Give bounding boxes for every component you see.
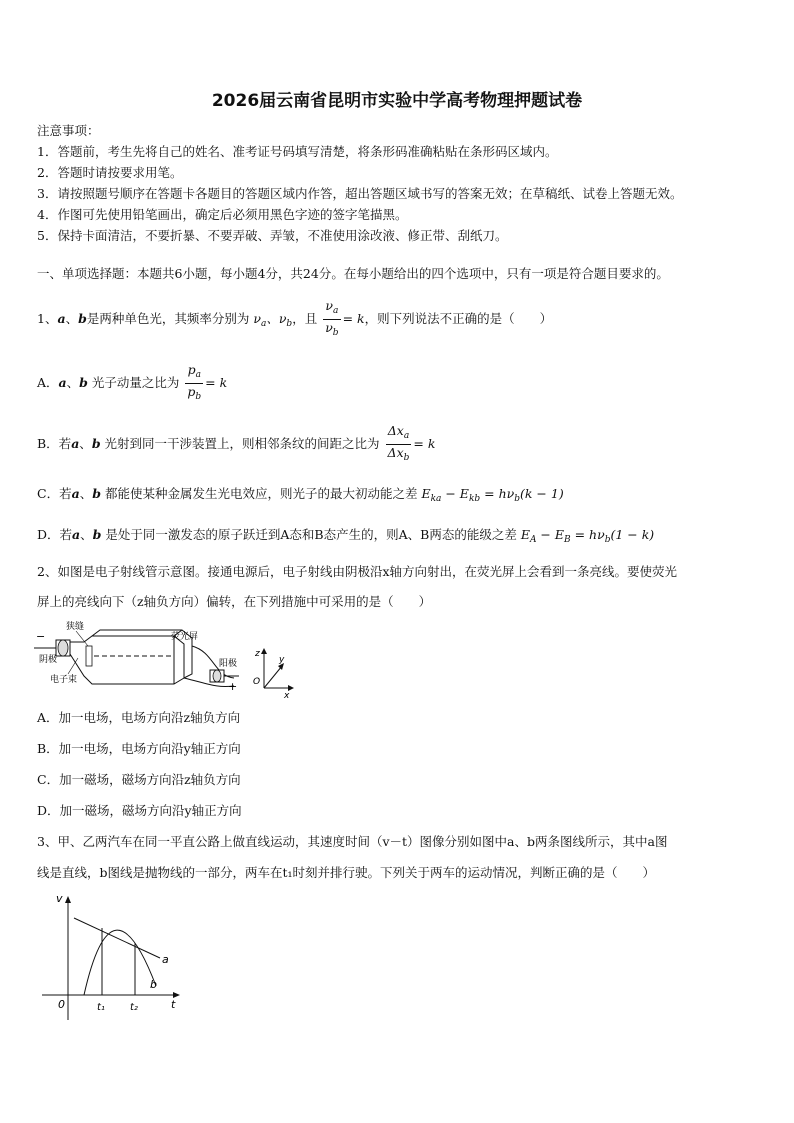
minus-sign: −	[36, 630, 46, 643]
notes-heading: 注意事项：	[37, 123, 100, 138]
b-label: b	[150, 978, 157, 991]
y-axis	[264, 666, 282, 688]
t-label: t	[171, 998, 176, 1011]
beam-label: 电子束	[50, 675, 78, 685]
note-item-3: 3．请按照题号顺序在答题卡各题目的答题区域内作答，超出答题区域书写的答案无效；在草稿纸、试卷上答题无效。	[37, 186, 683, 201]
q1-option-d[interactable]: D．若a、b 是处于同一激发态的原子跃迁到A态和B态产生的，则A、B两态的能级之差 $E_A - E_B = h\nu_b(1 - k)$	[37, 527, 655, 545]
x-label: x	[284, 691, 290, 698]
q2-option-d[interactable]: D．加一磁场，磁场方向沿y轴正方向	[37, 803, 242, 818]
section-heading: 一、单项选择题：本题共6小题，每小题4分，共24分。在每小题给出的四个选项中，只有一项是符合题目要求的。	[37, 266, 669, 281]
a-label: a	[162, 953, 169, 966]
q2-option-a[interactable]: A．加一电场，电场方向沿z轴负方向	[37, 710, 241, 725]
q2-option-c[interactable]: C．加一磁场，磁场方向沿z轴负方向	[37, 772, 241, 787]
note-item-1: 1．答题前，考生先将自己的姓名、准考证号码填写清楚，将条形码准确粘贴在条形码区域内。	[37, 144, 558, 159]
v-label: v	[56, 892, 63, 905]
q1-stem: 1、a、b是两种单色光，其频率分别为 $\nu_a$、$\nu_b$，且 $\frac{\nu_a}{\nu_b}$ = k，则下列说法不正确的是（ ）	[37, 298, 553, 338]
q2-option-b[interactable]: B．加一电场，电场方向沿y轴正方向	[37, 741, 241, 756]
note-item-2: 2．答题时请按要求用笔。	[37, 165, 183, 180]
page-title: 2026届云南省昆明市实验中学高考物理押题试卷	[211, 91, 583, 111]
screen-label: 荧光屏	[171, 632, 199, 642]
origin-label: O	[253, 677, 261, 687]
z-label: z	[255, 649, 260, 659]
q3-stem-line2: 线是直线，b图线是抛物线的一部分，两车在t₁时刻并排行驶。下列关于两车的运动情况，判断正确的是（ ）	[37, 865, 656, 880]
cathode-ray-tube-figure	[34, 618, 294, 698]
cathode-label: 阴极	[39, 655, 58, 665]
origin-label: 0	[58, 998, 65, 1011]
t2-label: t₂	[130, 1002, 138, 1013]
t1-label: t₁	[97, 1002, 105, 1013]
line-a	[74, 918, 160, 958]
anode-label: 阳极	[219, 659, 238, 669]
velocity-time-graph	[38, 890, 188, 1025]
y-label: y	[279, 655, 285, 665]
q2-stem-line1: 2、如图是电子射线管示意图。接通电源后，电子射线由阴极沿x轴方向射出，在荧光屏上会看到一条亮线。要使荧光	[37, 564, 678, 579]
q1-option-c[interactable]: C．若a、b 都能使某种金属发生光电效应，则光子的最大初动能之差 $E_{ka} - E_{kb} = h\nu_b(k - 1)$	[37, 486, 564, 504]
slit-plate	[86, 646, 92, 666]
q1-option-a[interactable]: A．a、b 光子动量之比为 $\frac{p_a}{p_b}$ = k	[37, 362, 228, 402]
q1-option-b[interactable]: B．若a、b 光射到同一干涉装置上，则相邻条纹的间距之比为 $\frac{\Delta x_a}{\Delta x_b}$ = k	[37, 423, 436, 463]
slit-label: 狭缝	[66, 622, 85, 632]
q3-stem-line1: 3、甲、乙两汽车在同一平直公路上做直线运动，其速度时间（v－t）图像分别如图中a、b两条图线所示，其中a图	[37, 834, 668, 849]
plus-sign: +	[228, 680, 238, 693]
note-item-4: 4．作图可先使用铅笔画出，确定后必须用黑色字迹的签字笔描黑。	[37, 207, 408, 222]
note-item-5: 5．保持卡面清洁，不要折暴、不要弄破、弄皱，不准使用涂改液、修正带、刮纸刀。	[37, 228, 508, 243]
q2-stem-line2: 屏上的亮线向下（z轴负方向）偏转，在下列措施中可采用的是（ ）	[37, 594, 432, 609]
